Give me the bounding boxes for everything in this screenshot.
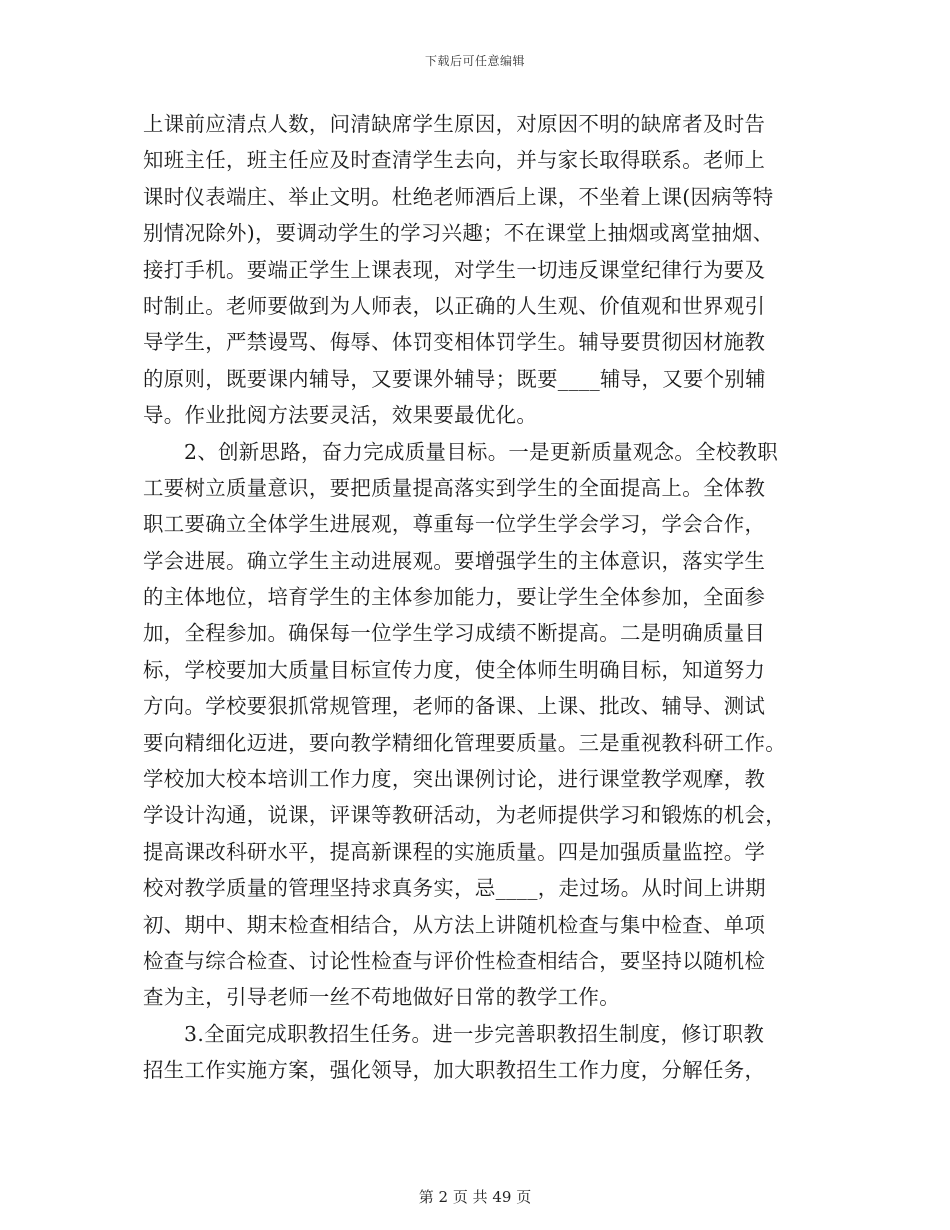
paragraph-start-line: 3.全面完成职教招生任务。进一步完善职教招生制度，修订职教 (184, 1021, 765, 1046)
text-line: 课时仪表端庄、举止文明。杜绝老师酒后上课，不坐着上课(因病等特 (143, 184, 774, 209)
text-line: 提高课改科研水平，提高新课程的实施质量。四是加强质量监控。学 (143, 839, 766, 864)
text-line: 查为主，引导老师一丝不苟地做好日常的教学工作。 (143, 985, 621, 1010)
text-line: 初、期中、期末检查相结合，从方法上讲随机检查与集中检查、单项 (143, 912, 766, 937)
text-line: 要向精细化迈进，要向教学精细化管理要质量。三是重视教科研工作。 (143, 730, 786, 755)
text-line: 校对教学质量的管理坚持求真务实，忌____，走过场。从时间上讲期 (143, 876, 766, 901)
text-line: 职工要确立全体学生进展观，尊重每一位学生学会学习，学会合作， (143, 512, 766, 537)
text-line: 招生工作实施方案，强化领导，加大职教招生工作力度，分解任务， (143, 1058, 766, 1083)
paragraph-start-line: 2、创新思路，奋力完成质量目标。一是更新质量观念。全校教职 (184, 439, 779, 464)
text-line: 工要树立质量意识，要把质量提高落实到学生的全面提高上。全体教 (143, 475, 766, 500)
text-line: 导学生，严禁谩骂、侮辱、体罚变相体罚学生。辅导要贯彻因材施教 (143, 330, 766, 355)
text-line: 导。作业批阅方法要灵活，效果要最优化。 (143, 403, 538, 428)
text-line: 标，学校要加大质量目标宣传力度，使全体师生明确目标，知道努力 (143, 657, 766, 682)
page-header: 下载后可任意编辑 (424, 54, 525, 68)
text-line: 别情况除外)，要调动学生的学习兴趣；不在课堂上抽烟或离堂抽烟、 (143, 221, 774, 246)
text-line: 学设计沟通，说课，评课等教研活动，为老师提供学习和锻炼的机会， (143, 803, 786, 828)
page-footer: 第 2 页 共 49 页 (418, 1188, 532, 1206)
body-text (143, 106, 809, 1089)
text-line: 学会进展。确立学生主动进展观。要增强学生的主体意识，落实学生 (143, 548, 766, 573)
text-line: 知班主任，班主任应及时查清学生去向，并与家长取得联系。老师上 (143, 148, 766, 173)
text-line: 方向。学校要狠抓常规管理，老师的备课、上课、批改、辅导、测试 (143, 694, 766, 719)
text-line: 检查与综合检查、讨论性检查与评价性检查相结合，要坚持以随机检 (143, 948, 766, 973)
text-line: 时制止。老师要做到为人师表，以正确的人生观、价值观和世界观引 (143, 293, 766, 318)
text-line: 上课前应清点人数，问清缺席学生原因，对原因不明的缺席者及时告 (143, 112, 766, 136)
text-line: 的原则，既要课内辅导，又要课外辅导；既要____辅导，又要个别辅 (143, 366, 766, 391)
text-line: 学校加大校本培训工作力度，突出课例讨论，进行课堂教学观摩，教 (143, 767, 766, 792)
text-line: 接打手机。要端正学生上课表现，对学生一切违反课堂纪律行为要及 (143, 257, 766, 282)
text-line: 的主体地位，培育学生的主体参加能力，要让学生全体参加，全面参 (143, 585, 766, 610)
text-line: 加，全程参加。确保每一位学生学习成绩不断提高。二是明确质量目 (143, 621, 766, 646)
